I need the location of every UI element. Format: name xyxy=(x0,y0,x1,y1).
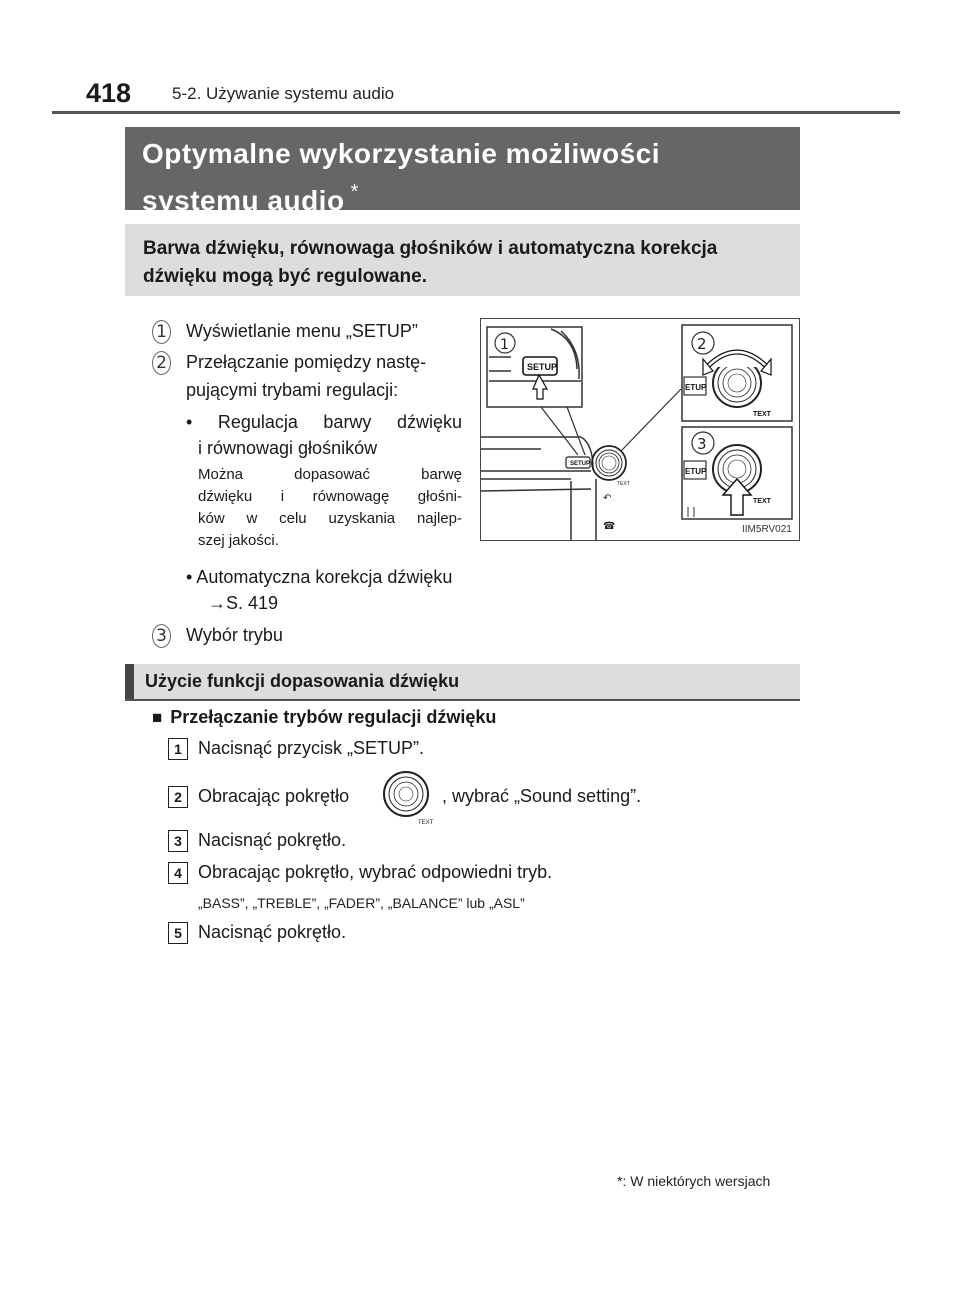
callout-3-text: Wybór trybu xyxy=(186,625,283,645)
arrow-icon: → xyxy=(208,593,226,613)
page-number: 418 xyxy=(86,78,132,108)
text-label-main: TEXT xyxy=(617,481,630,487)
setup-small-label: SETUP xyxy=(570,461,591,467)
step-4-note: „BASS”, „TREBLE”, „FADER”, „BALANCE” lub „ASL” xyxy=(198,895,525,911)
setup-partial-label-2: ETUP xyxy=(685,383,707,392)
step-3-text: Nacisnąć pokrętło. xyxy=(198,830,347,850)
note-line-1: Można dopasować barwę xyxy=(198,466,462,483)
square-bullet-icon: ■ xyxy=(152,708,163,727)
title-asterisk: * xyxy=(350,181,359,203)
footnote-asterisk: * xyxy=(617,1173,623,1189)
panel-lines xyxy=(481,437,596,540)
section-title: 5-2. Używanie systemu audio xyxy=(172,84,395,103)
step-number-1: 1 xyxy=(168,738,188,760)
bullet-asl-line-1: • Automatyczna korekcja dźwięku xyxy=(186,567,453,587)
step-number-2: 2 xyxy=(168,786,188,808)
step-2-after: , wybrać „Sound setting”. xyxy=(442,786,642,806)
connector-3 xyxy=(621,389,681,451)
back-icon: ↶ xyxy=(603,493,612,504)
setup-partial-label-3: ETUP xyxy=(685,467,707,476)
figure-callout-3: 3 xyxy=(697,435,707,453)
step-2-before: Obracając pokrętło xyxy=(198,786,350,806)
lead-band xyxy=(125,224,800,296)
subsection-bar xyxy=(125,664,134,700)
footnote-text: : W niektórych wersjach xyxy=(622,1173,771,1189)
connector-1 xyxy=(541,407,578,455)
step-5-text: Nacisnąć pokrętło. xyxy=(198,922,347,942)
procedure-heading xyxy=(152,707,496,728)
callout-2-line-1: Przełączanie pomiędzy nastę- xyxy=(186,352,427,372)
title-line-1: Optymalne wykorzystanie możliwości xyxy=(142,138,661,169)
callout-2-line-2: pującymi trybami regulacji: xyxy=(186,380,399,400)
bullet-asl-line-2 xyxy=(208,590,278,616)
subsection-title: Użycie funkcji dopasowania dźwięku xyxy=(145,671,460,691)
subsection-rule xyxy=(125,699,800,701)
callout-1-text: Wyświetlanie menu „SETUP” xyxy=(186,321,418,341)
callout-mark-1: 1 xyxy=(152,320,171,344)
phone-icon: ☎ xyxy=(603,521,616,532)
connector-2 xyxy=(567,407,585,455)
figure-callout-2: 2 xyxy=(697,335,707,353)
step-1-text: Nacisnąć przycisk „SETUP”. xyxy=(198,738,425,758)
footnote xyxy=(617,1173,770,1189)
setup-large-label: SETUP xyxy=(527,362,558,372)
knob-text-label: TEXT xyxy=(418,820,434,826)
page-title xyxy=(142,135,782,220)
callout-mark-3: 3 xyxy=(152,624,171,648)
figure-illustration xyxy=(481,319,799,540)
step-4-text: Obracając pokrętło, wybrać odpowiedni tryb. xyxy=(198,862,553,882)
bullet-tone-balance-line-1: • Regulacja barwy dźwięku xyxy=(186,412,462,432)
step-number-5: 5 xyxy=(168,922,188,944)
figure-callout-1: 1 xyxy=(500,337,509,353)
title-band xyxy=(125,127,800,216)
note-line-2: dźwięku i równowagę głośni- xyxy=(198,488,462,505)
header-rule xyxy=(52,111,900,114)
step-number-3: 3 xyxy=(168,830,188,852)
callout-mark-2: 2 xyxy=(152,351,171,375)
title-line-2: systemu audio xyxy=(142,185,345,216)
main-knob-icon xyxy=(592,446,626,480)
knob-icon xyxy=(380,770,440,826)
text-label-inset-3: TEXT xyxy=(753,498,771,505)
page-header xyxy=(0,0,960,115)
audio-panel-figure xyxy=(480,318,800,541)
page-reference-link[interactable]: S. 419 xyxy=(226,593,279,613)
figure-caption: IIM5RV021 xyxy=(742,524,792,535)
procedure-title: Przełączanie trybów regulacji dźwięku xyxy=(170,707,497,727)
note-line-3: ków w celu uzyskania najlep- xyxy=(198,510,462,527)
step-number-4: 4 xyxy=(168,862,188,884)
lead-text: Barwa dźwięku, równowaga głośników i automatyczna korekcja dźwięku mogą być regulowane. xyxy=(143,238,718,287)
text-label-inset-2: TEXT xyxy=(753,411,771,418)
note-line-4: szej jakości. xyxy=(198,532,279,549)
bullet-tone-balance-line-2: i równowagi głośników xyxy=(198,438,378,458)
